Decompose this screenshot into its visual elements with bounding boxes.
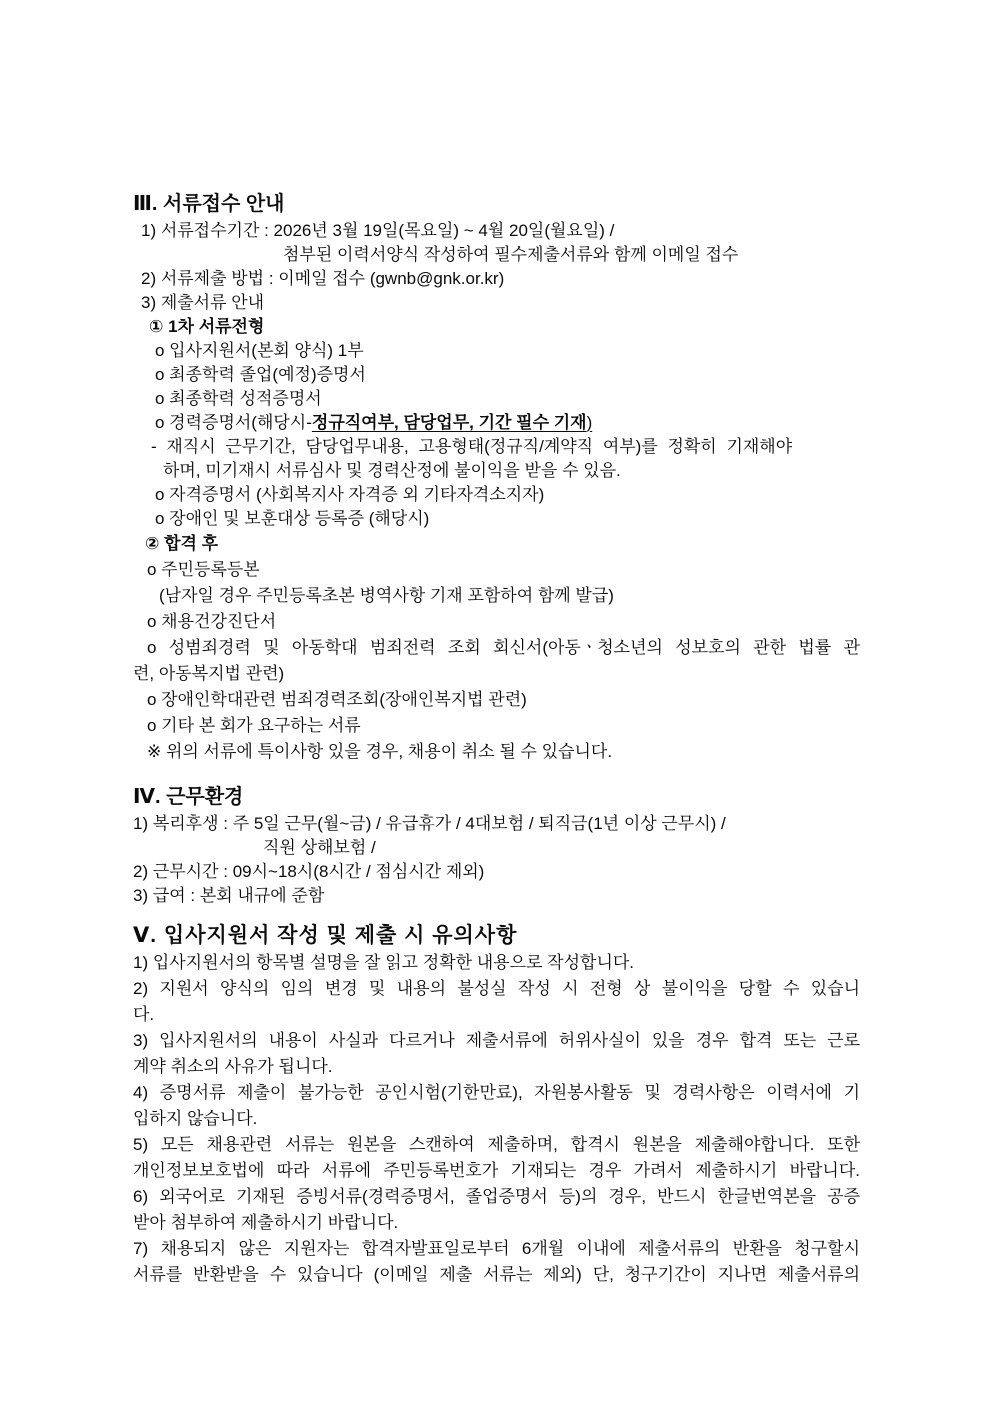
section-spacer xyxy=(133,765,860,784)
doc-line-reception-period-cont: 첨부된 이력서양식 작성하여 필수제출서류와 함께 이메일 접수 xyxy=(283,245,739,264)
doc-line-reception-period: 1) 서류접수기간 : 2026년 3월 19일(목요일) ~ 4월 20일(월요일) / xyxy=(141,221,615,240)
doc-line-note-5: 5) 모든 채용관련 서류는 원본을 스캔하여 제출하며, 합격시 원본을 제출해야합니다. 또한 xyxy=(133,1135,860,1154)
career-cert-pre: o 경력증명서(해당시- xyxy=(155,413,312,432)
doc-line-note-4-cont: 입하지 않습니다. xyxy=(133,1109,258,1128)
doc-subheading-first-screening: ① 1차 서류전형 xyxy=(149,317,265,336)
doc-line-note-3-cont: 계약 취소의 사유가 됩니다. xyxy=(133,1057,333,1076)
doc-line-career-note: - 재직시 근무기간, 담당업무내용, 고용형태(정규직/계약직 여부)를 정확히 기재해야 xyxy=(151,437,793,456)
section-heading-work-env: Ⅳ. 근무환경 xyxy=(133,786,244,808)
doc-line-note-2: 2) 지원서 양식의 임의 변경 및 내용의 불성실 작성 시 전형 상 불이익을 당할 수 있습니 xyxy=(133,979,860,998)
doc-line-work-hours: 2) 근무시간 : 09시~18시(8시간 / 점심시간 제외) xyxy=(133,862,485,881)
section-spacer xyxy=(133,908,860,922)
doc-line-resident-register: o 주민등록등본 xyxy=(147,560,260,579)
doc-line-application-form: o 입사지원서(본회 양식) 1부 xyxy=(155,341,364,360)
doc-line-note-4: 4) 증명서류 제출이 불가능한 공인시험(기한만료), 자원봉사활동 및 경력사항은 이력서에 기 xyxy=(133,1083,860,1102)
doc-line-graduation-cert: o 최종학력 졸업(예정)증명서 xyxy=(155,365,366,384)
doc-line-note-7-cont: 서류를 반환받을 수 있습니다 (이메일 제출 서류는 제외) 단, 청구기간이 지나면 제출서류의 xyxy=(133,1265,860,1284)
doc-line-benefits-cont: 직원 상해보험 / xyxy=(263,838,376,857)
doc-line-abuse-check: o 장애인학대관련 범죄경력조회(장애인복지법 관련) xyxy=(147,690,527,709)
doc-line-note-5-cont: 개인정보보호법에 따라 서류에 주민등록번호가 기재되는 경우 가려서 제출하시기 바랍니다. xyxy=(133,1161,860,1180)
doc-line-career-note-cont: 하며, 미기재시 서류심사 및 경력산정에 불이익을 받을 수 있음. xyxy=(163,461,621,480)
doc-line-docs-guide: 3) 제출서류 안내 xyxy=(141,293,265,312)
doc-line-disability-cert: o 장애인 및 보훈대상 등록증 (해당시) xyxy=(155,509,430,528)
doc-line-career-cert xyxy=(133,411,860,435)
doc-line-note-7: 7) 채용되지 않은 지원자는 합격자발표일로부터 6개월 이내에 제출서류의 반환을 청구할시 xyxy=(133,1239,860,1258)
doc-line-crime-check-cont: 련, 아동복지법 관련) xyxy=(133,664,285,683)
career-cert-emphasis: 정규직여부, 담당업무, 기간 필수 기재 xyxy=(311,413,587,432)
doc-line-note-1: 1) 입사지원서의 항목별 설명을 잘 읽고 정확한 내용으로 작성합니다. xyxy=(133,953,635,972)
career-cert-close-paren: ) xyxy=(586,413,593,432)
section-heading-notes: Ⅴ. 입사지원서 작성 및 제출 시 유의사항 xyxy=(133,924,518,947)
doc-line-salary: 3) 급여 : 본회 내규에 준함 xyxy=(133,886,325,905)
doc-line-note-6: 6) 외국어로 기재된 증빙서류(경력증명서, 졸업증명서 등)의 경우, 반드시 한글번역본을 공증 xyxy=(133,1187,860,1206)
doc-line-license-cert: o 자격증명서 (사회복지사 자격증 외 기타자격소지자) xyxy=(155,485,545,504)
doc-line-cancellation-note: ※ 위의 서류에 특이사항 있을 경우, 채용이 취소 될 수 있습니다. xyxy=(147,742,613,761)
doc-line-benefits: 1) 복리후생 : 주 5일 근무(월~금) / 유급휴가 / 4대보험 / 퇴직금(1년 이상 근무시) / xyxy=(133,814,726,833)
doc-line-note-2-cont: 다. xyxy=(133,1005,155,1024)
doc-subheading-after-pass: ② 합격 후 xyxy=(145,534,219,553)
doc-line-resident-register-cont: (남자일 경우 주민등록초본 병역사항 기재 포함하여 함께 발급) xyxy=(159,586,614,605)
doc-line-health-check: o 채용건강진단서 xyxy=(147,612,277,631)
doc-line-note-3: 3) 입사지원서의 내용이 사실과 다르거나 제출서류에 허위사실이 있을 경우 합격 또는 근로 xyxy=(133,1031,860,1050)
doc-line-submit-method: 2) 서류제출 방법 : 이메일 접수 (gwnb@gnk.or.kr) xyxy=(141,269,505,288)
doc-line-other-docs: o 기타 본 회가 요구하는 서류 xyxy=(147,716,361,735)
section-heading-submission: Ⅲ. 서류접수 안내 xyxy=(133,193,285,215)
doc-line-note-6-cont: 받아 첨부하여 제출하시기 바랍니다. xyxy=(133,1213,399,1232)
doc-line-crime-check: o 성범죄경력 및 아동학대 범죄전력 조회 회신서(아동ㆍ청소년의 성보호의 관한 법률 관 xyxy=(147,638,860,657)
doc-line-transcript: o 최종학력 성적증명서 xyxy=(155,389,322,408)
